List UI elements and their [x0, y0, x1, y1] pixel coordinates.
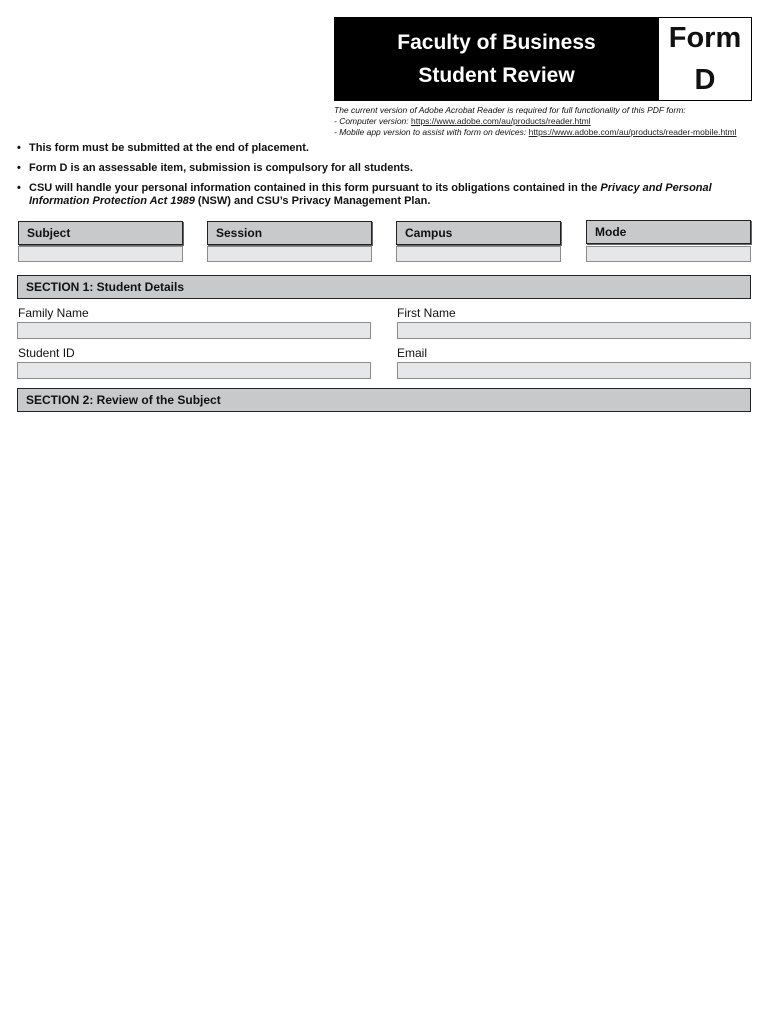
privacy-act-name: Privacy and Personal Information Protection Act 1989 [29, 182, 712, 207]
section2-header: SECTION 2: Review of the Subject [17, 388, 751, 412]
acrobat-note-line3 [334, 127, 754, 138]
family-name-label: Family Name [18, 306, 89, 320]
email-input[interactable] [397, 362, 751, 379]
bullet-dot-icon: • [17, 162, 21, 174]
acrobat-note [334, 105, 754, 138]
form-header [334, 17, 752, 101]
instruction-item [17, 162, 737, 175]
instruction-text-privacy [29, 182, 737, 208]
first-name-label: First Name [397, 306, 456, 320]
form-title-block [335, 18, 658, 100]
instruction-text: This form must be submitted at the end of placement. [29, 142, 309, 154]
bullet-dot-icon: • [17, 182, 21, 194]
section1-header: SECTION 1: Student Details [17, 275, 751, 299]
form-id-box [658, 18, 751, 100]
subject-label: Subject [18, 221, 183, 245]
student-id-input[interactable] [17, 362, 371, 379]
student-id-label: Student ID [18, 346, 75, 360]
mode-label: Mode [586, 220, 751, 244]
campus-label: Campus [396, 221, 561, 245]
instruction-item [17, 142, 737, 155]
acrobat-note-computer-prefix: - Computer version: [334, 116, 411, 126]
email-label: Email [397, 346, 428, 360]
privacy-text-part2: (NSW) and CSU’s Privacy Management Plan. [194, 195, 431, 207]
mode-field[interactable] [586, 246, 751, 262]
campus-field[interactable] [396, 246, 561, 262]
instructions-list [17, 142, 737, 215]
instruction-text: Form D is an assessable item, submission is compulsory for all students. [29, 162, 413, 174]
family-name-input[interactable] [17, 322, 371, 339]
form-word: Form [668, 22, 742, 54]
privacy-text-part1: CSU will handle your personal information contained in this form pursuant to its obligations contained in the [29, 182, 601, 194]
reader-download-link[interactable]: https://www.adobe.com/au/products/reader.html [411, 116, 591, 126]
reader-mobile-link[interactable]: https://www.adobe.com/au/products/reader-mobile.html [528, 127, 737, 137]
bullet-dot-icon: • [17, 142, 21, 154]
first-name-input[interactable] [397, 322, 751, 339]
form-letter: D [694, 64, 716, 96]
subject-field[interactable] [18, 246, 183, 262]
form-title-line2: Student Review [418, 64, 575, 87]
acrobat-note-mobile-prefix: - Mobile app version to assist with form on devices: [334, 127, 529, 137]
acrobat-note-line1: The current version of Adobe Acrobat Reader is required for full functionality of this PDF form: [334, 105, 686, 115]
session-label: Session [207, 221, 372, 245]
acrobat-note-line2 [334, 116, 754, 127]
session-field[interactable] [207, 246, 372, 262]
instruction-item [17, 182, 737, 208]
form-title-line1: Faculty of Business [397, 31, 596, 54]
